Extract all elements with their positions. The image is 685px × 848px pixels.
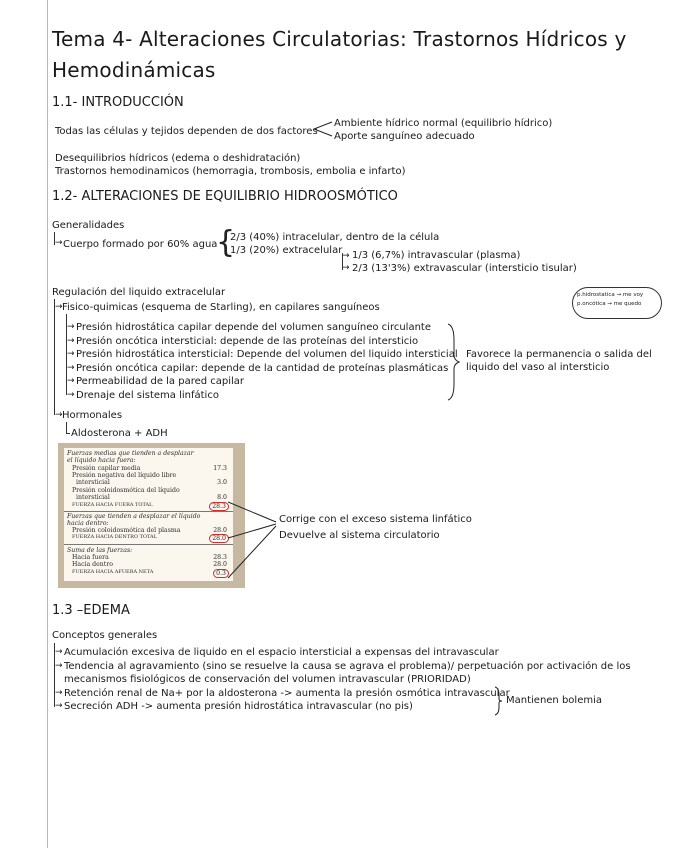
section-heading-edema: 1.3 –EDEMA xyxy=(52,603,130,618)
section-heading-intro: 1.1- INTRODUCCIÓN xyxy=(52,95,184,110)
starling-item: Presión hidrostática intersticial: Depende del volumen del liquido intersticial xyxy=(76,349,458,360)
row-label: FUERZA HACIA AFUERA NETA xyxy=(72,569,154,575)
arrow-icon: → xyxy=(67,390,75,400)
devuelve-text: Devuelve al sistema circulatorio xyxy=(279,530,440,541)
favorece-line-2: liquido del vaso al intersticio xyxy=(466,362,610,373)
arrow-icon: → xyxy=(342,263,350,273)
arrow-icon: → xyxy=(67,336,75,346)
right-brace-icon xyxy=(493,686,505,716)
row-value: 28.3 xyxy=(209,502,229,511)
row-value: 28.0 xyxy=(213,561,227,568)
concepto-4: Secreción ADH -> aumenta presión hidrostática intravascular (no pis) xyxy=(64,701,413,712)
extracelular-text: 1/3 (20%) extracelular xyxy=(230,245,343,256)
row-value: 28.3 xyxy=(213,554,227,561)
factor-1: Ambiente hídrico normal (equilibrio hídrico) xyxy=(334,118,553,129)
arrow-icon: → xyxy=(342,251,350,261)
concepto-2a: Tendencia al agravamiento (sino se resuelve la causa se agrava el problema)/ perpetuación por activación de los xyxy=(64,661,631,672)
arrow-icon: → xyxy=(55,238,63,248)
intracelular-text: 2/3 (40%) intracelular, dentro de la célula xyxy=(230,232,440,243)
table-header-out: Fuerzas medias que tienden a desplazar xyxy=(67,450,194,457)
row-value: 28.0 xyxy=(209,534,229,543)
intro-line-1: Desequilibrios hídricos (edema o deshidratación) xyxy=(55,153,301,164)
starling-forces-table xyxy=(64,448,233,581)
aldosterona-text: Aldosterona + ADH xyxy=(71,428,168,439)
arrow-icon: → xyxy=(55,688,63,698)
table-row xyxy=(72,465,227,472)
fisico-quimicas-text: Fisico-quimicas (esquema de Starling), en capilares sanguíneos xyxy=(62,302,380,313)
cuerpo-text: Cuerpo formado por 60% agua xyxy=(63,239,218,250)
corrige-text: Corrige con el exceso sistema linfático xyxy=(279,514,472,525)
table-total-row xyxy=(72,534,227,540)
starling-item: Permeabilidad de la pared capilar xyxy=(76,376,245,387)
table-row: Presión negativa del líquido libre xyxy=(72,472,177,479)
arrow-icon: → xyxy=(67,349,75,359)
table-header-out: el líquido hacia fuera: xyxy=(67,457,136,464)
table-header-in: Fuerzas que tienden a desplazar el líquido xyxy=(67,513,201,520)
arrow-icon: → xyxy=(55,302,63,312)
section-heading-equilibrio: 1.2- ALTERACIONES DE EQUILIBRIO HIDROOSMÓTICO xyxy=(52,189,398,204)
starling-item: Presión oncótica capilar: depende de la cantidad de proteínas plasmáticas xyxy=(76,363,449,374)
cells-text: Todas las células y tejidos dependen de dos factores xyxy=(55,126,318,137)
arrow-icon: → xyxy=(55,661,63,671)
extravascular-text: 2/3 (13'3%) extravascular (intersticio tisular) xyxy=(352,263,577,274)
row-label: Presión coloidosmótica del plasma xyxy=(72,527,181,534)
divider xyxy=(64,544,233,545)
starling-item: Presión oncótica intersticial: depende de las proteínas del intersticio xyxy=(76,336,419,347)
arrow-icon: → xyxy=(55,410,63,420)
row-label: Presión capilar media xyxy=(72,465,141,472)
tree-connector xyxy=(54,299,55,415)
arrow-icon: → xyxy=(67,322,75,332)
starling-item: Presión hidrostática capilar depende del volumen sanguíneo circulante xyxy=(76,322,431,333)
connector-lines xyxy=(228,492,280,582)
intravascular-text: 1/3 (6,7%) intravascular (plasma) xyxy=(352,250,521,261)
concepto-2b: mecanismos fisiológicos de conservación del volumen intravascular (PRIORIDAD) xyxy=(64,674,471,685)
page-margin-line xyxy=(47,0,48,848)
divider xyxy=(64,511,233,512)
right-brace-icon xyxy=(446,322,462,402)
table-total-row xyxy=(72,502,227,508)
starling-forces-table-image xyxy=(58,443,245,588)
table-header-sum: Suma de las fuerzas: xyxy=(67,547,133,554)
table-header-in: hacia dentro: xyxy=(67,520,109,527)
table-row: Presión coloidosmótica del líquido xyxy=(72,487,180,494)
page-title-line1: Tema 4- Alteraciones Circulatorias: Trastornos Hídricos y xyxy=(52,27,627,51)
row-label: FUERZA HACIA FUERA TOTAL xyxy=(72,502,153,508)
page-title-line2: Hemodinámicas xyxy=(52,58,216,82)
note-line-1: p.hidrostatica → me voy xyxy=(577,292,644,298)
mantienen-text: Mantienen bolemia xyxy=(506,695,602,706)
brace-icon: { xyxy=(216,225,236,260)
arrow-icon: → xyxy=(67,363,75,373)
factor-2: Aporte sanguíneo adecuado xyxy=(334,131,475,142)
row-value: 0.3 xyxy=(213,569,229,578)
row-value: 8.0 xyxy=(217,494,227,501)
table-total-row xyxy=(72,569,227,575)
concepto-3: Retención renal de Na+ por la aldosterona -> aumenta la presión osmótica intravascular xyxy=(64,688,510,699)
arrow-icon: → xyxy=(55,701,63,711)
concepto-1: Acumulación excesiva de liquido en el espacio intersticial a expensas del intravascular xyxy=(64,647,499,658)
arrow-icon: → xyxy=(67,376,75,386)
row-label: intersticial xyxy=(76,479,110,486)
intro-line-2: Trastornos hemodinamicos (hemorragia, trombosis, embolia e infarto) xyxy=(55,166,406,177)
row-value: 3.0 xyxy=(217,479,227,486)
row-value: 17.3 xyxy=(213,465,227,472)
table-row xyxy=(76,479,227,486)
row-label: Hacia fuera xyxy=(72,554,109,561)
favorece-line-1: Favorece la permanencia o salida del xyxy=(466,349,652,360)
table-row xyxy=(72,561,227,568)
conceptos-label: Conceptos generales xyxy=(52,630,158,641)
handwritten-note xyxy=(572,287,662,319)
row-value: 28.0 xyxy=(213,527,227,534)
arrow-icon: → xyxy=(55,647,63,657)
regulacion-label: Regulación del liquido extracelular xyxy=(52,287,226,298)
fork-arrow-icon xyxy=(312,119,334,139)
tree-connector xyxy=(66,433,70,434)
row-label: Hacia dentro xyxy=(72,561,113,568)
starling-item: Drenaje del sistema linfático xyxy=(76,390,219,401)
generalidades-label: Generalidades xyxy=(52,220,125,231)
table-row xyxy=(76,494,227,501)
row-label: FUERZA HACIA DENTRO TOTAL xyxy=(72,534,157,540)
row-label: intersticial xyxy=(76,494,110,501)
table-row xyxy=(72,527,227,534)
note-line-2: p.oncótica → me quedo xyxy=(577,301,642,307)
table-row xyxy=(72,554,227,561)
hormonales-label: Hormonales xyxy=(62,410,123,421)
